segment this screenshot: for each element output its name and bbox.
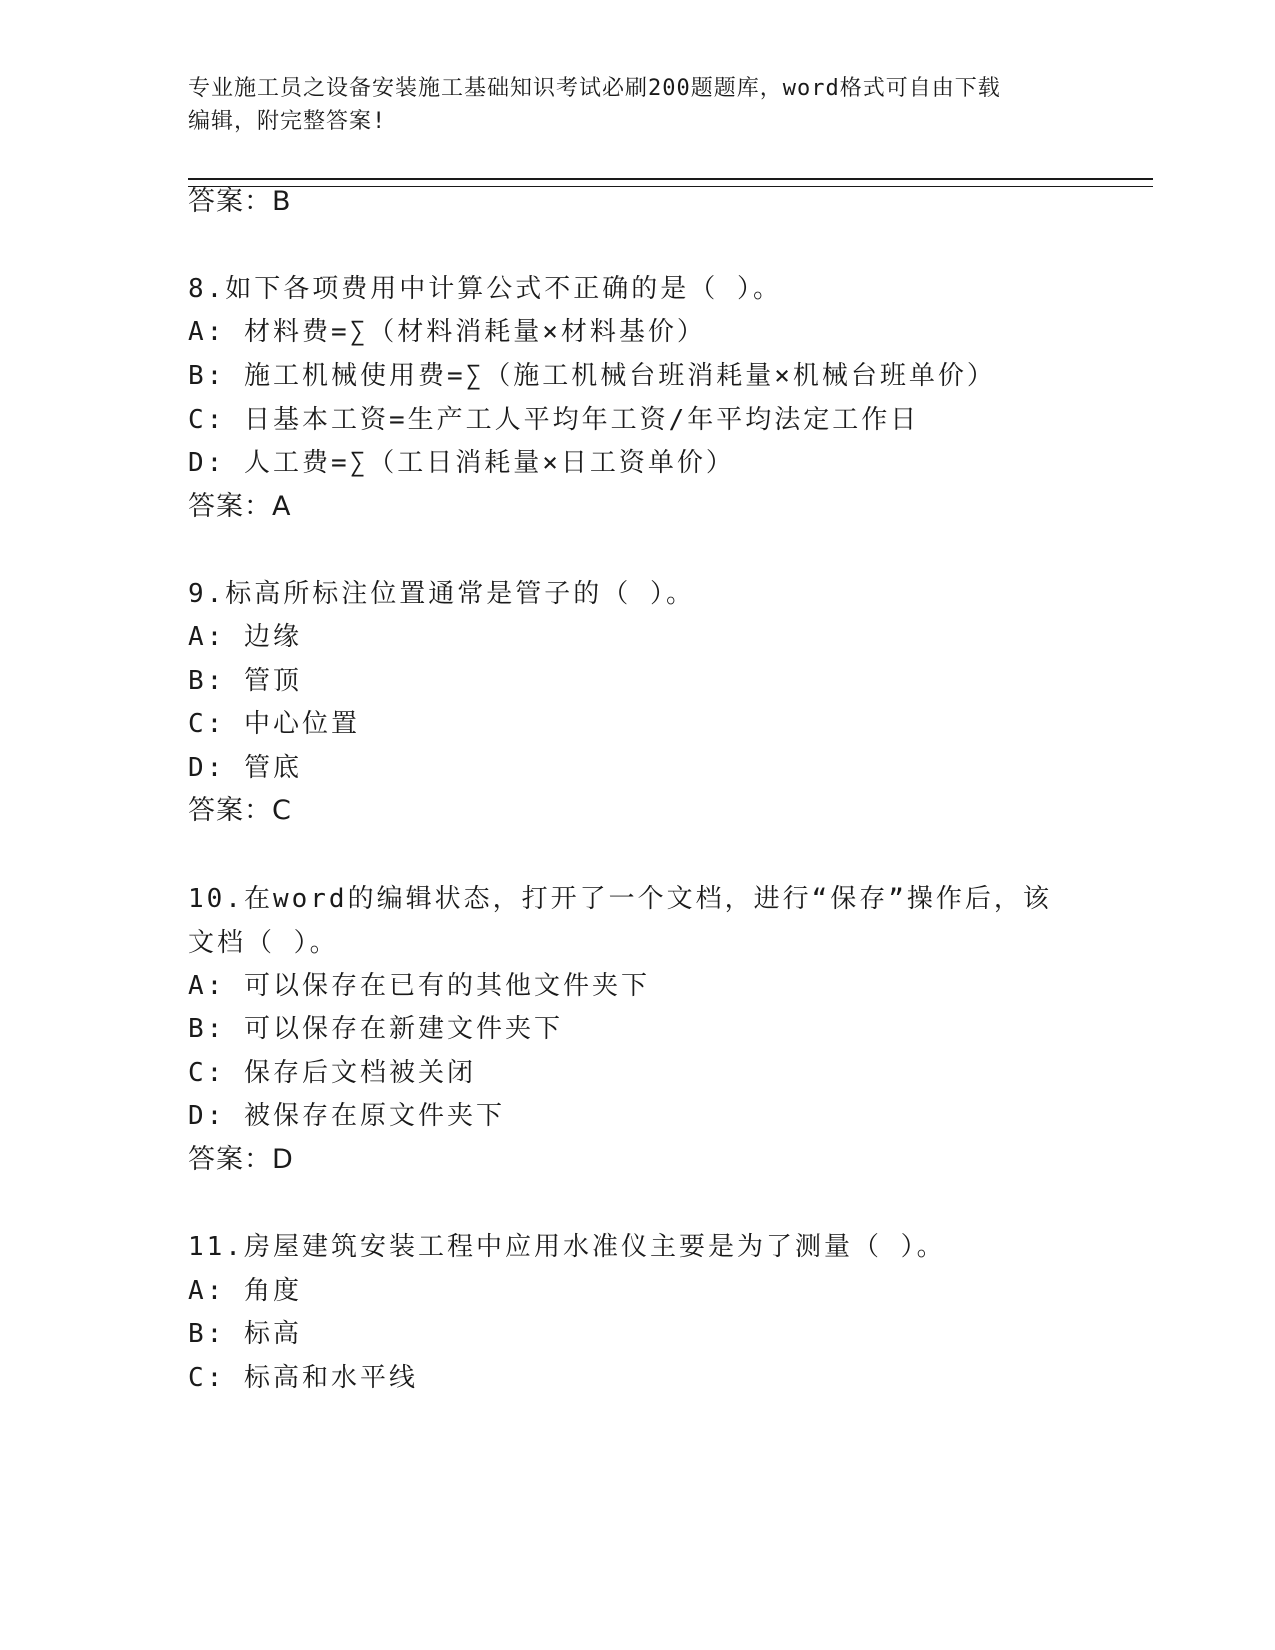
question-11-option-c: C: 标高和水平线 [188, 1363, 418, 1393]
question-9-option-c: C: 中心位置 [188, 709, 360, 739]
question-8-option-c: C: 日基本工资=生产工人平均年工资/年平均法定工作日 [188, 405, 920, 435]
question-11-option-a: A: 角度 [188, 1276, 302, 1306]
question-10-option-a: A: 可以保存在已有的其他文件夹下 [188, 971, 650, 1001]
question-8-option-b: B: 施工机械使用费=∑（施工机械台班消耗量×机械台班单价） [188, 361, 996, 391]
question-11-option-b: B: 标高 [188, 1319, 302, 1349]
question-9-option-b: B: 管顶 [188, 666, 302, 696]
header-title-line-1: 专业施工员之设备安装施工基础知识考试必刷200题题库，word格式可自由下载 [188, 76, 1001, 101]
answer-q8: 答案：A [188, 491, 292, 522]
question-10-stem-line-2: 文档（ ）。 [188, 928, 339, 958]
question-11-stem: 11.房屋建筑安装工程中应用水准仪主要是为了测量（ ）。 [188, 1232, 946, 1262]
question-8-stem: 8.如下各项费用中计算公式不正确的是（ ）。 [188, 274, 782, 304]
question-8-option-d: D: 人工费=∑（工日消耗量×日工资单价） [188, 448, 735, 478]
answer-q7: 答案：B [188, 186, 292, 217]
question-9-option-d: D: 管底 [188, 753, 302, 783]
question-9-option-a: A: 边缘 [188, 622, 302, 652]
answer-q10: 答案：D [188, 1144, 294, 1175]
question-10-stem-line-1: 10.在word的编辑状态，打开了一个文档，进行“保存”操作后，该 [188, 884, 1052, 914]
answer-q9: 答案：C [188, 795, 292, 826]
document-header [188, 72, 1088, 138]
question-10-option-b: B: 可以保存在新建文件夹下 [188, 1014, 563, 1044]
question-8-option-a: A: 材料费=∑（材料消耗量×材料基价） [188, 317, 706, 347]
question-10-option-d: D: 被保存在原文件夹下 [188, 1101, 505, 1131]
header-divider [188, 178, 1153, 187]
question-9-stem: 9.标高所标注位置通常是管子的（ ）。 [188, 579, 695, 609]
header-title-line-2: 编辑，附完整答案! [188, 109, 387, 134]
question-10-option-c: C: 保存后文档被关闭 [188, 1058, 476, 1088]
